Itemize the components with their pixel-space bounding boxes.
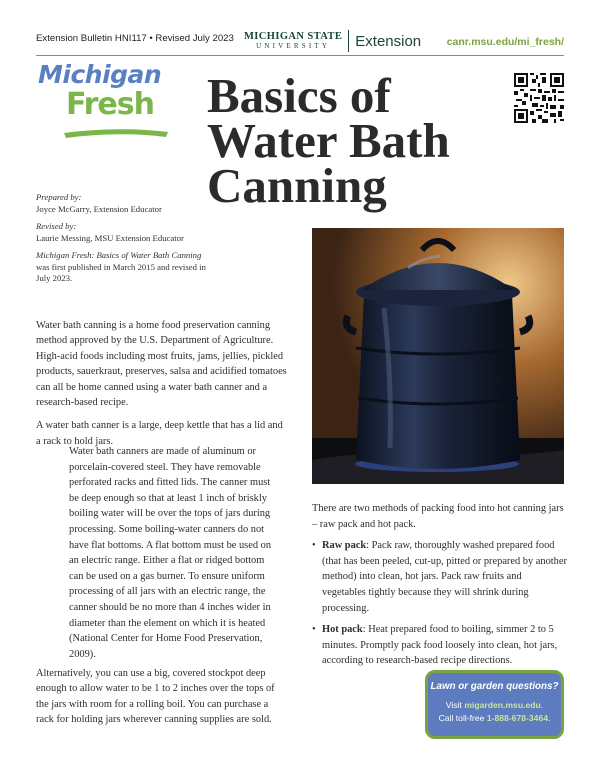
revised-label: Revised by:	[36, 221, 77, 231]
title-line-1: Basics of	[207, 68, 391, 123]
logo-divider	[348, 30, 349, 52]
msu-wordmark-line2: UNIVERSITY	[256, 42, 331, 51]
intro-paragraph-2: A water bath canner is a large, deep kettle that has a lid and a rack to hold jars.	[36, 420, 283, 447]
msu-wordmark	[244, 32, 342, 51]
phone-number-link[interactable]: 1-888-678-3464	[486, 713, 549, 723]
prepared-label: Prepared by:	[36, 192, 82, 202]
intro-paragraph-1: Water bath canning is a home food preservation canning method approved by the U.S. Department of Agriculture. High-acid foods including most fruits, jams, jellies, pickled products, sauerkraut, preserves, salsa and acidified tomatoes can all be home canned using a water bath canner and a research-based recipe.	[36, 320, 287, 409]
packing-intro: There are two methods of packing food into hot canning jars – raw pack and hot pack.	[312, 503, 564, 530]
water-bath-canner-photo	[312, 228, 564, 484]
packing-list	[312, 538, 568, 669]
callout-phone-line	[428, 712, 561, 725]
logo-michigan-text: Michigan	[38, 60, 162, 89]
header-url[interactable]: canr.msu.edu/mi_fresh/	[446, 36, 564, 48]
list-item-raw-pack	[312, 538, 568, 616]
prepared-name: Joyce McGarry, Extension Educator	[36, 203, 162, 214]
msu-extension-logo	[244, 30, 421, 52]
list-item-hot-pack	[312, 622, 568, 669]
logo-swoosh-icon	[60, 124, 172, 140]
visit-suffix: .	[540, 700, 544, 710]
extension-label: Extension	[355, 32, 422, 50]
prepared-by	[36, 192, 208, 215]
publication-title: Michigan Fresh: Basics of Water Bath Canning	[36, 250, 202, 260]
raw-pack-text: : Pack raw, thoroughly washed prepared food (that has been peeled, cut-up, pitted or prepared by another method) into clean, hot jars. Pack raw fruits and vegetables tightly because they will shrink during processing.	[322, 540, 567, 614]
garden-questions-callout	[425, 670, 564, 739]
bulletin-number: Extension Bulletin HNI117 • Revised July 2023	[36, 33, 234, 44]
title-line-3: Canning	[207, 158, 387, 213]
qr-code-icon[interactable]	[514, 73, 564, 123]
packing-methods	[312, 501, 568, 675]
call-suffix: .	[548, 713, 551, 723]
publication-history: was first published in March 2015 and revised in July 2023.	[36, 261, 206, 283]
revised-name: Laurie Messing, MSU Extension Educator	[36, 232, 184, 243]
visit-prefix: Visit	[445, 700, 465, 710]
publication-note	[36, 250, 208, 285]
intro-text	[36, 318, 288, 457]
hot-pack-label: Hot pack	[322, 624, 363, 636]
stockpot-alternative: Alternatively, you can use a big, covered stockpot deep enough to allow water to be 1 to 2 inches over the tops of the jars with room for a rolling boil. You can purchase a rack for holding jars wherever canning supplies are sold.	[36, 668, 275, 726]
hot-pack-text: : Heat prepared food to boiling, simmer 2 to 5 minutes. Promptly pack food loosely into clean, hot jars, according to research-based recipe directions.	[322, 624, 558, 667]
msu-wordmark-line1: MICHIGAN STATE	[244, 30, 343, 42]
revised-by	[36, 221, 208, 244]
callout-question: Lawn or garden questions?	[430, 681, 559, 692]
credits-block	[36, 192, 208, 291]
header-rule	[36, 55, 564, 56]
canner-description: Water bath canners are made of aluminum or porcelain-covered steel. They have removable perforated racks and fitted lids. The canner must be deep enough so that at least 1 inch of briskly boiling water will be over the tops of jars during processing. Some boiling-water canners do not have flat bottoms. A flat bottom must be used on an electric range. Either a flat or ridged bottom can be used on a gas burner. To ensure uniform processing of all jars with an electric range, the canner should be no more than 4 inches wider in diameter than the element on which it is heated (National Center for Home Food Preservation, 2009).	[69, 446, 272, 660]
call-prefix: Call toll-free	[438, 713, 487, 723]
page-title	[207, 68, 507, 213]
logo-fresh-text: Fresh	[66, 87, 154, 122]
migarden-link[interactable]: migarden.msu.edu	[464, 700, 541, 710]
title-line-2: Water Bath	[207, 113, 450, 168]
michigan-fresh-logo	[34, 60, 174, 146]
raw-pack-label: Raw pack	[322, 540, 367, 552]
callout-visit-line	[428, 699, 561, 712]
